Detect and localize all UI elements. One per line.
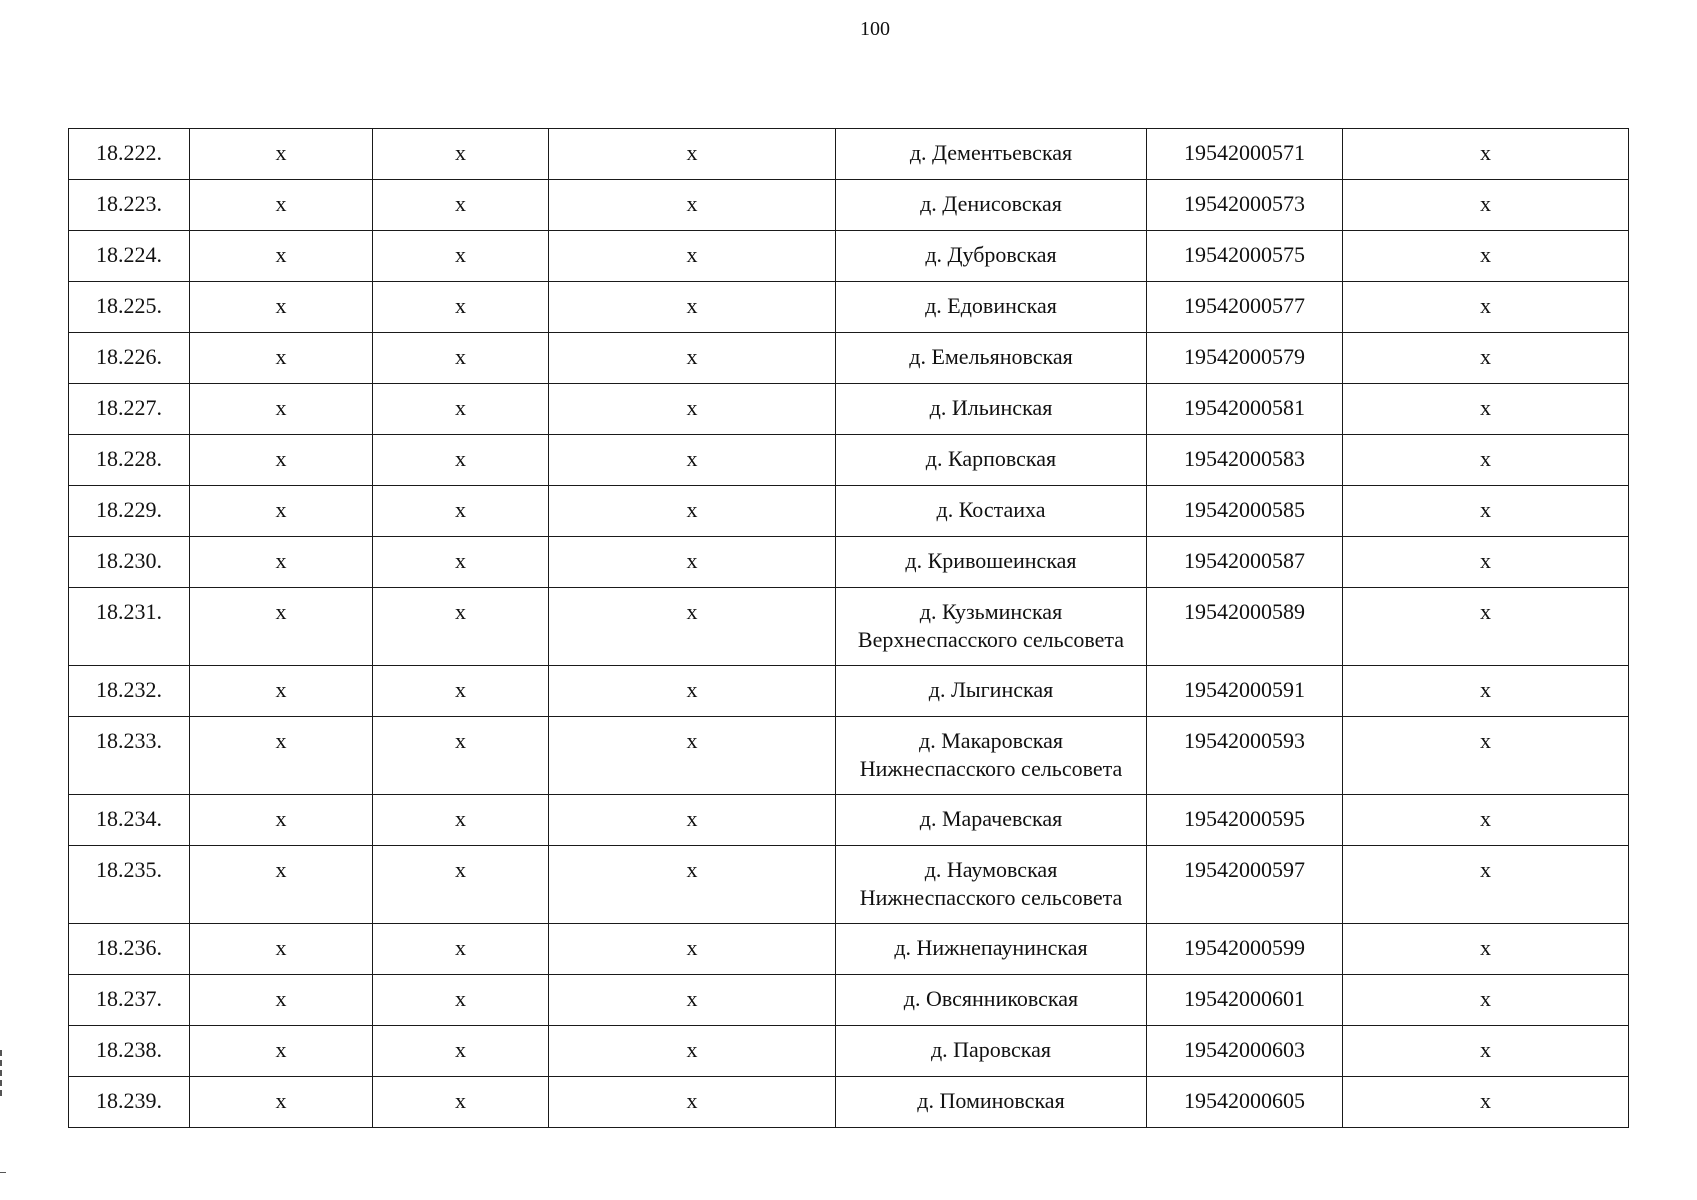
row-number-cell: 18.233. [69,717,190,795]
settlement-name-cell [836,924,1147,975]
column-3-cell: х [373,795,549,846]
column-4-cell: х [549,975,836,1026]
table-row [69,486,1629,537]
column-7-cell: х [1343,384,1629,435]
column-3-cell: х [373,435,549,486]
settlements-table [68,128,1629,1128]
settlement-name-cell [836,975,1147,1026]
column-3-cell: х [373,588,549,666]
settlement-name-cell [836,384,1147,435]
column-4-cell: х [549,333,836,384]
column-2-cell: х [190,537,373,588]
table-row [69,846,1629,924]
table-row [69,384,1629,435]
table-row [69,795,1629,846]
settlement-name-cell [836,282,1147,333]
column-4-cell: х [549,180,836,231]
table-row [69,180,1629,231]
settlement-council: Нижнеспасского сельсовета [859,756,1123,781]
column-7-cell: х [1343,129,1629,180]
settlement-name-cell [836,435,1147,486]
scan-margin-tick [0,1172,6,1173]
settlement-name: д. Едовинская [925,293,1057,318]
column-4-cell: х [549,486,836,537]
column-3-cell: х [373,846,549,924]
oktmo-code-cell: 19542000605 [1147,1077,1343,1128]
column-7-cell: х [1343,180,1629,231]
column-4-cell: х [549,1077,836,1128]
oktmo-code-cell: 19542000593 [1147,717,1343,795]
row-number-cell: 18.230. [69,537,190,588]
settlement-council: Нижнеспасского сельсовета [859,885,1123,910]
column-2-cell: х [190,588,373,666]
settlements-table-container [68,128,1628,1128]
column-2-cell: х [190,180,373,231]
column-4-cell: х [549,666,836,717]
column-7-cell: х [1343,537,1629,588]
column-7-cell: х [1343,231,1629,282]
row-number-cell: 18.225. [69,282,190,333]
table-row [69,975,1629,1026]
table-row [69,231,1629,282]
settlement-council: Верхнеспасского сельсовета [857,627,1125,652]
oktmo-code-cell: 19542000585 [1147,486,1343,537]
column-3-cell: х [373,282,549,333]
row-number-cell: 18.222. [69,129,190,180]
column-2-cell: х [190,384,373,435]
column-7-cell: х [1343,486,1629,537]
column-4-cell: х [549,537,836,588]
table-row [69,435,1629,486]
row-number-cell: 18.223. [69,180,190,231]
column-2-cell: х [190,924,373,975]
column-3-cell: х [373,384,549,435]
settlement-name: д. Емельяновская [909,344,1073,369]
column-4-cell: х [549,282,836,333]
column-7-cell: х [1343,717,1629,795]
oktmo-code-cell: 19542000581 [1147,384,1343,435]
table-row [69,666,1629,717]
oktmo-code-cell: 19542000599 [1147,924,1343,975]
settlement-name-cell [836,1077,1147,1128]
settlement-name-cell [836,129,1147,180]
table-row [69,537,1629,588]
settlement-name-cell [836,537,1147,588]
column-4-cell: х [549,231,836,282]
scan-margin-mark [0,1050,5,1096]
settlement-name-cell [836,231,1147,282]
column-2-cell: х [190,333,373,384]
column-3-cell: х [373,486,549,537]
column-4-cell: х [549,588,836,666]
oktmo-code-cell: 19542000571 [1147,129,1343,180]
oktmo-code-cell: 19542000601 [1147,975,1343,1026]
row-number-cell: 18.236. [69,924,190,975]
settlement-name: д. Паровская [930,1037,1052,1062]
settlement-name: д. Макаровская [919,728,1063,753]
settlement-name: д. Ильинская [929,395,1053,420]
column-3-cell: х [373,231,549,282]
column-7-cell: х [1343,666,1629,717]
column-2-cell: х [190,129,373,180]
column-2-cell: х [190,231,373,282]
column-7-cell: х [1343,975,1629,1026]
row-number-cell: 18.227. [69,384,190,435]
column-3-cell: х [373,1026,549,1077]
column-2-cell: х [190,975,373,1026]
column-2-cell: х [190,435,373,486]
column-7-cell: х [1343,588,1629,666]
oktmo-code-cell: 19542000603 [1147,1026,1343,1077]
column-2-cell: х [190,1026,373,1077]
column-4-cell: х [549,1026,836,1077]
table-row [69,1077,1629,1128]
settlement-name: д. Дубровская [925,242,1057,267]
settlement-name: д. Карповская [925,446,1057,471]
table-row [69,282,1629,333]
settlement-name-cell [836,1026,1147,1077]
settlement-name-cell [836,180,1147,231]
row-number-cell: 18.231. [69,588,190,666]
settlement-name: д. Денисовская [920,191,1062,216]
table-row [69,717,1629,795]
settlement-name-cell [836,486,1147,537]
column-4-cell: х [549,846,836,924]
column-4-cell: х [549,129,836,180]
column-2-cell: х [190,846,373,924]
settlement-name: д. Кривошеинская [905,548,1077,573]
column-3-cell: х [373,1077,549,1128]
column-2-cell: х [190,486,373,537]
column-7-cell: х [1343,282,1629,333]
settlement-name: д. Костаиха [936,497,1046,522]
oktmo-code-cell: 19542000587 [1147,537,1343,588]
column-3-cell: х [373,180,549,231]
table-row [69,588,1629,666]
table-row [69,924,1629,975]
table-row [69,333,1629,384]
row-number-cell: 18.226. [69,333,190,384]
oktmo-code-cell: 19542000573 [1147,180,1343,231]
oktmo-code-cell: 19542000579 [1147,333,1343,384]
settlement-name-cell [836,846,1147,924]
table-body [69,129,1629,1128]
page-number: 100 [860,18,890,40]
settlement-name: д. Лыгинская [928,677,1054,702]
column-7-cell: х [1343,1077,1629,1128]
column-3-cell: х [373,666,549,717]
table-row [69,1026,1629,1077]
table-row [69,129,1629,180]
oktmo-code-cell: 19542000577 [1147,282,1343,333]
column-7-cell: х [1343,924,1629,975]
row-number-cell: 18.239. [69,1077,190,1128]
oktmo-code-cell: 19542000583 [1147,435,1343,486]
column-7-cell: х [1343,795,1629,846]
row-number-cell: 18.232. [69,666,190,717]
oktmo-code-cell: 19542000591 [1147,666,1343,717]
settlement-name-cell [836,588,1147,666]
column-2-cell: х [190,795,373,846]
settlement-name-cell [836,666,1147,717]
settlement-name-cell [836,795,1147,846]
column-4-cell: х [549,924,836,975]
row-number-cell: 18.237. [69,975,190,1026]
row-number-cell: 18.238. [69,1026,190,1077]
column-7-cell: х [1343,333,1629,384]
settlement-name: д. Поминовская [917,1088,1065,1113]
column-3-cell: х [373,537,549,588]
settlement-name-cell [836,717,1147,795]
settlement-name: д. Кузьминская [919,599,1063,624]
column-4-cell: х [549,717,836,795]
column-2-cell: х [190,282,373,333]
settlement-name: д. Овсянниковская [903,986,1079,1011]
settlement-name: д. Наумовская [924,857,1058,882]
column-2-cell: х [190,1077,373,1128]
oktmo-code-cell: 19542000597 [1147,846,1343,924]
row-number-cell: 18.229. [69,486,190,537]
column-2-cell: х [190,666,373,717]
column-3-cell: х [373,717,549,795]
column-3-cell: х [373,129,549,180]
column-4-cell: х [549,795,836,846]
oktmo-code-cell: 19542000589 [1147,588,1343,666]
row-number-cell: 18.224. [69,231,190,282]
column-4-cell: х [549,384,836,435]
column-7-cell: х [1343,435,1629,486]
row-number-cell: 18.235. [69,846,190,924]
column-3-cell: х [373,924,549,975]
oktmo-code-cell: 19542000575 [1147,231,1343,282]
oktmo-code-cell: 19542000595 [1147,795,1343,846]
settlement-name: д. Нижнепаунинская [894,935,1088,960]
row-number-cell: 18.234. [69,795,190,846]
column-4-cell: х [549,435,836,486]
settlement-name: д. Марачевская [919,806,1063,831]
column-3-cell: х [373,333,549,384]
settlement-name-cell [836,333,1147,384]
column-7-cell: х [1343,846,1629,924]
column-7-cell: х [1343,1026,1629,1077]
column-2-cell: х [190,717,373,795]
settlement-name: д. Дементьевская [909,140,1073,165]
row-number-cell: 18.228. [69,435,190,486]
column-3-cell: х [373,975,549,1026]
